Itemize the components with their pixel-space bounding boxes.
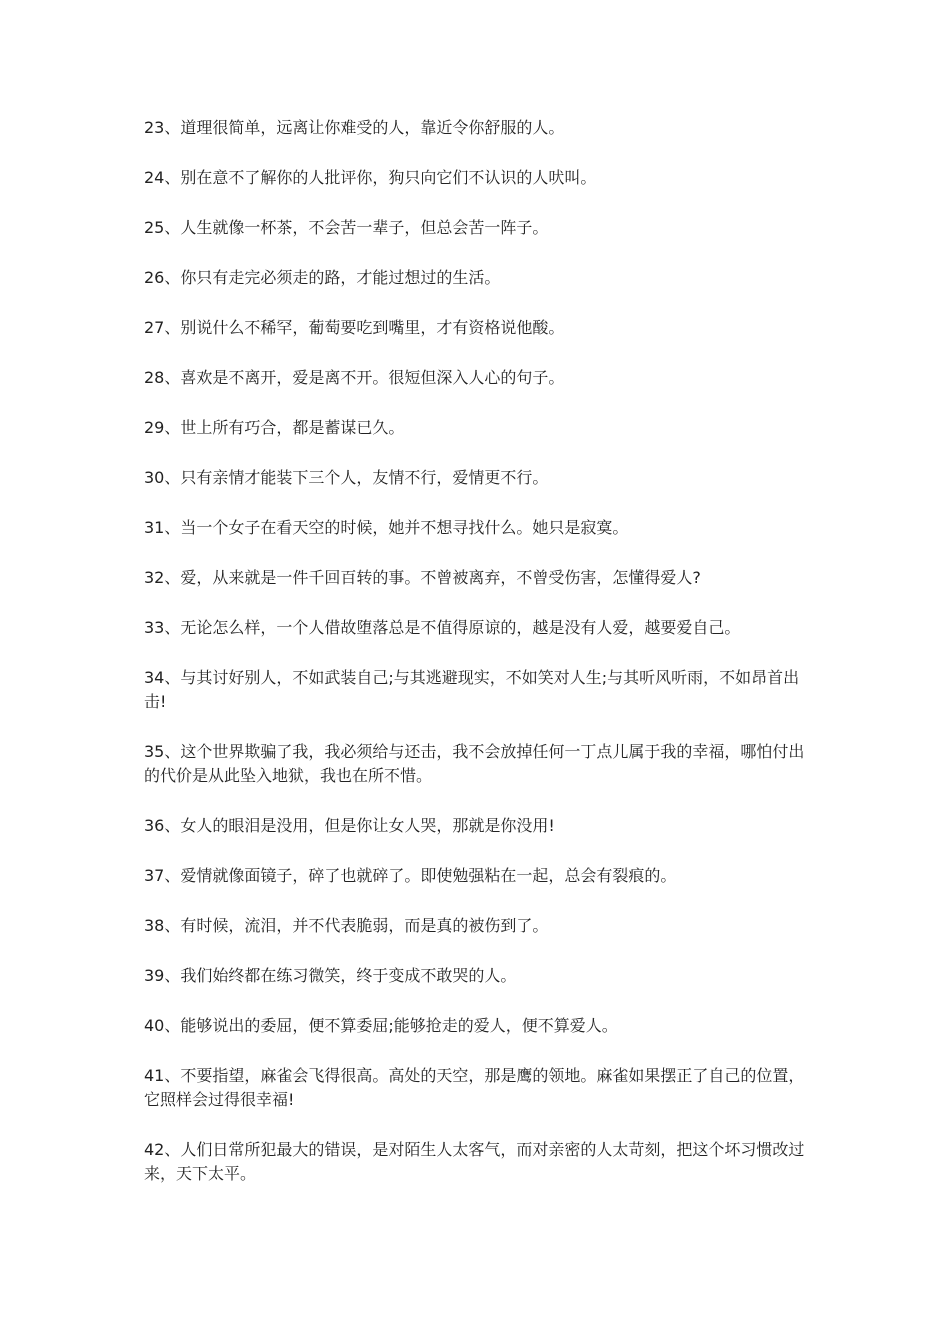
quote-38: 38、有时候，流泪，并不代表脆弱，而是真的被伤到了。 — [144, 916, 549, 935]
quote-30: 30、只有亲情才能装下三个人，友情不行，爱情更不行。 — [144, 468, 549, 487]
quote-41: 41、不要指望，麻雀会飞得很高。高处的天空，那是鹰的领地。麻雀如果摆正了自己的位置，它照样会过得很幸福! — [144, 1066, 805, 1109]
quote-29: 29、世上所有巧合，都是蓄谋已久。 — [144, 418, 405, 437]
quote-27: 27、别说什么不稀罕，葡萄要吃到嘴里，才有资格说他酸。 — [144, 318, 565, 337]
quote-32: 32、爱，从来就是一件千回百转的事。不曾被离弃，不曾受伤害，怎懂得爱人? — [144, 568, 701, 587]
quote-24: 24、别在意不了解你的人批评你，狗只向它们不认识的人吠叫。 — [144, 168, 597, 187]
quote-23: 23、道理很简单，远离让你难受的人，靠近令你舒服的人。 — [144, 118, 565, 137]
quote-25: 25、人生就像一杯茶，不会苦一辈子，但总会苦一阵子。 — [144, 218, 549, 237]
quote-37: 37、爱情就像面镜子，碎了也就碎了。即使勉强粘在一起，总会有裂痕的。 — [144, 866, 677, 885]
quote-26: 26、你只有走完必须走的路，才能过想过的生活。 — [144, 268, 501, 287]
quote-33: 33、无论怎么样，一个人借故堕落总是不值得原谅的，越是没有人爱，越要爱自己。 — [144, 618, 741, 637]
quote-28: 28、喜欢是不离开，爱是离不开。很短但深入人心的句子。 — [144, 368, 565, 387]
quote-40: 40、能够说出的委屈，便不算委屈;能够抢走的爱人，便不算爱人。 — [144, 1016, 618, 1035]
quote-42: 42、人们日常所犯最大的错误，是对陌生人太客气，而对亲密的人太苛刻，把这个坏习惯改过来，天下太平。 — [144, 1140, 805, 1183]
quote-34: 34、与其讨好别人，不如武装自己;与其逃避现实，不如笑对人生;与其听风听雨，不如昂首出击! — [144, 668, 800, 711]
quote-36: 36、女人的眼泪是没用，但是你让女人哭，那就是你没用! — [144, 816, 555, 835]
quote-39: 39、我们始终都在练习微笑，终于变成不敢哭的人。 — [144, 966, 517, 985]
quote-31: 31、当一个女子在看天空的时候，她并不想寻找什么。她只是寂寞。 — [144, 518, 629, 537]
quote-35: 35、这个世界欺骗了我，我必须给与还击，我不会放掉任何一丁点儿属于我的幸福，哪怕付出的代价是从此坠入地狱，我也在所不惜。 — [144, 742, 805, 785]
